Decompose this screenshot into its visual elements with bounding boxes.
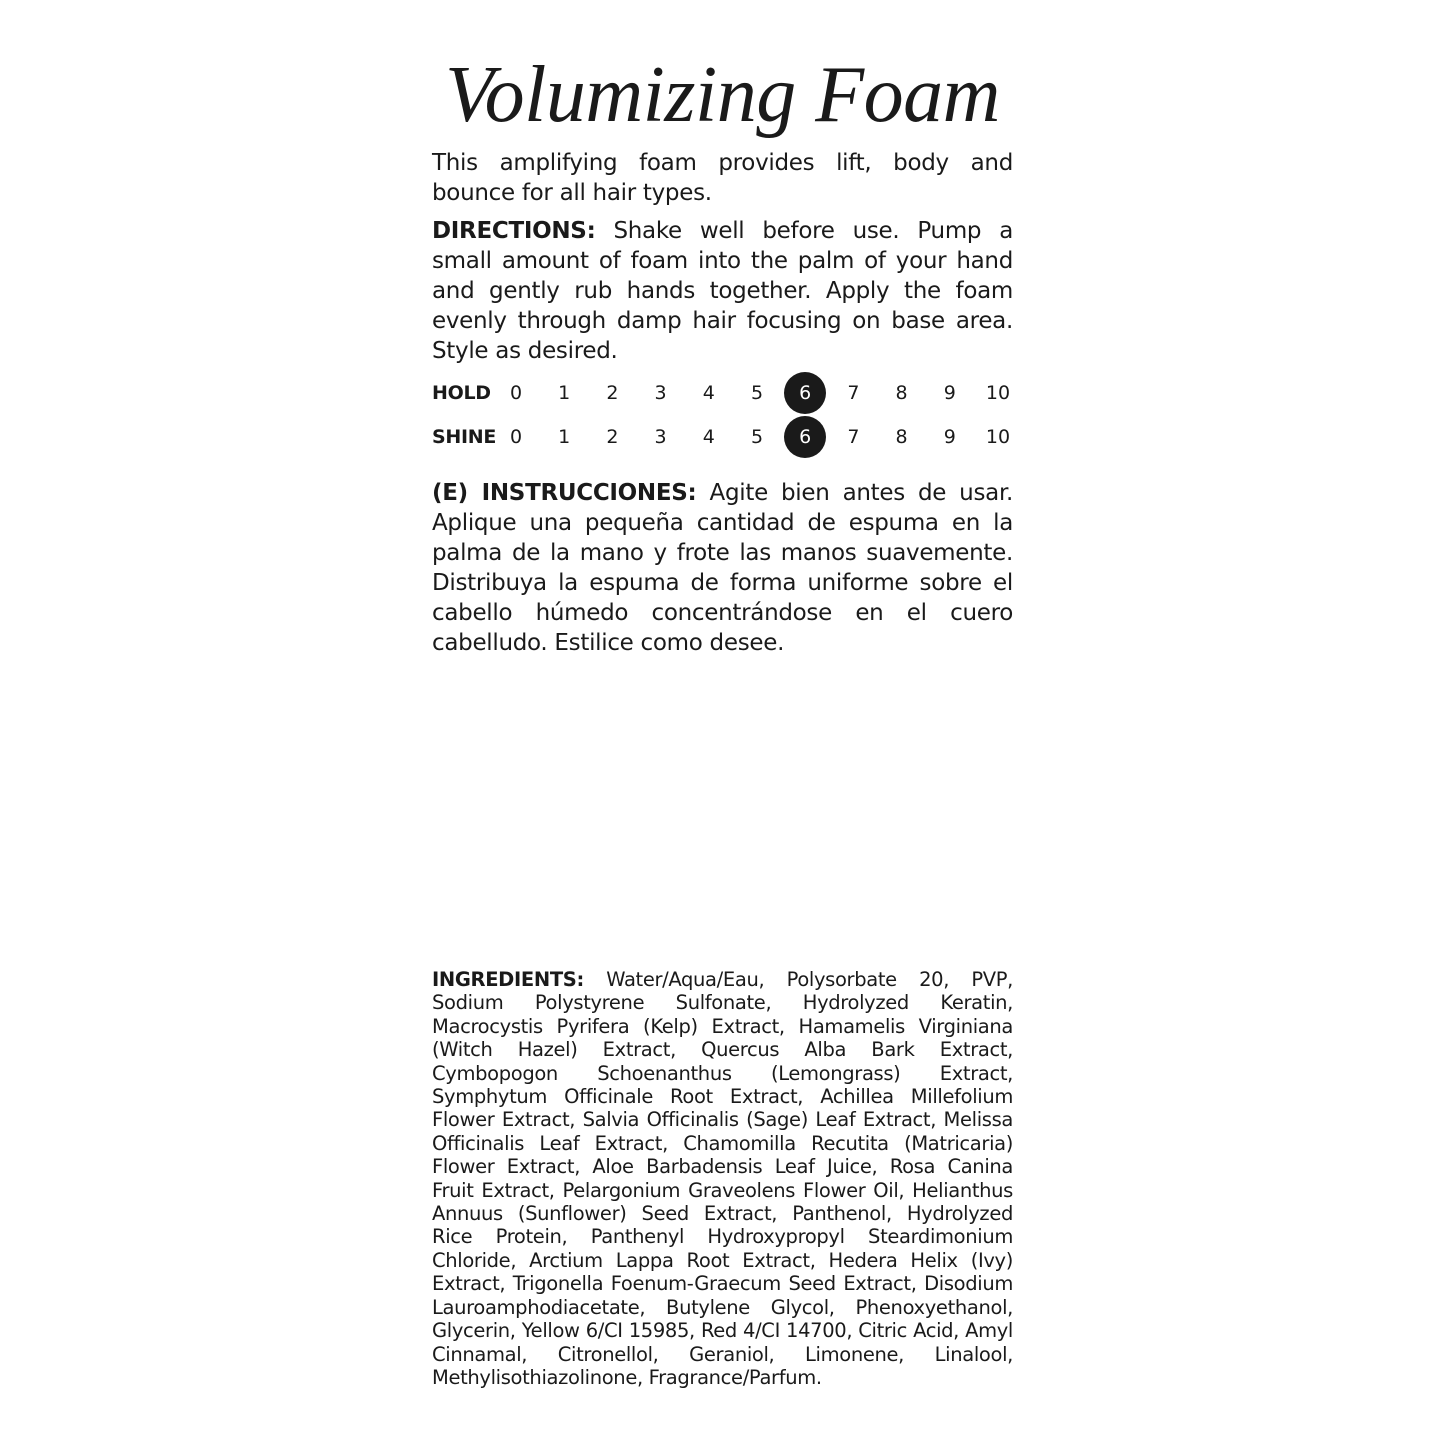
spanish-instructions-heading: (E) INSTRUCCIONES: (432, 480, 697, 506)
hold-scale-value: 0 (509, 382, 523, 404)
shine-scale-value: 3 (654, 426, 667, 448)
hold-scale-value: 10 (985, 382, 1011, 404)
shine-scale-value: 10 (985, 426, 1011, 448)
shine-label: SHINE (432, 426, 497, 448)
shine-scale-value: 5 (750, 426, 764, 448)
shine-rating-scale (432, 415, 1016, 459)
hold-scale-value: 4 (702, 382, 715, 404)
hold-scale-value: 2 (606, 382, 619, 404)
hold-rating-scale (432, 371, 1016, 415)
ingredients-text: Water/Aqua/Eau, Polysorbate 20, PVP, Sodium Polystyrene Sulfonate, Hydrolyzed Keratin, Macrocystis Pyrifera (Kelp) Extract, Hamamelis Virginiana (Witch Hazel) Extract, Quercus Alba Bark Extract, Cymbopogon Schoenanthus (Lemongrass) Extract, Symphytum Officinale Root Extract, Achillea Millefolium Flower Extract, Salvia Officinalis (Sage) Leaf Extract, Melissa Officinalis Leaf Extract, Chamomilla Recutita (Matricaria) Flower Extract, Aloe Barbadensis Leaf Juice, Rosa Canina Fruit Extract, Pelargonium Graveolens Flower Oil, Helianthus Annuus (Sunflower) Seed Extract, Panthenol, Hydrolyzed Rice Protein, Panthenyl Hydroxypropyl Steardimonium Chloride, Arctium Lappa Root Extract, Hedera Helix (Ivy) Extract, Trigonella Foenum-Graecum Seed Extract, Disodium Lauroamphodiacetate, Butylene Glycol, Phenoxyethanol, Glycerin, Yellow 6/CI 15985, Red 4/CI 14700, Citric Acid, Amyl Cinnamal, Citronellol, Geraniol, Limonene, Linalool, Methylisothiazolinone, Fragrance/Parfum. (432, 968, 1013, 1389)
shine-scale-value: 4 (702, 426, 715, 448)
shine-scale-value: 2 (606, 426, 619, 448)
hold-scale-value: 1 (558, 382, 571, 404)
hold-scale-value-selected: 6 (784, 371, 826, 415)
shine-scale-value: 1 (558, 426, 571, 448)
directions-section (432, 216, 1013, 366)
hold-scale-value: 3 (654, 382, 667, 404)
hold-scale-value: 8 (895, 382, 908, 404)
ingredients-section (432, 968, 1013, 1389)
shine-scale-value-selected: 6 (784, 415, 826, 459)
hold-scale-value: 5 (750, 382, 764, 404)
hold-scale-value: 9 (943, 382, 956, 404)
product-description: This amplifying foam provides lift, body and bounce for all hair types. (432, 150, 1013, 206)
directions-heading: DIRECTIONS: (432, 218, 596, 244)
shine-scale-value: 7 (847, 426, 860, 448)
directions-text: Shake well before use. Pump a small amount of foam into the palm of your hand and gently rub hands together. Apply the foam evenly through damp hair focusing on base area. Style as desired. (432, 218, 1013, 364)
hold-scale-value: 7 (847, 382, 860, 404)
shine-scale-value: 8 (895, 426, 908, 448)
spanish-instructions-text: Agite bien antes de usar. Aplique una pequeña cantidad de espuma en la palma de la mano y frote las manos suavemente. Distribuya la espuma de forma uniforme sobre el cabello húmedo concentrándose en el cuero cabelludo. Estilice como desee. (432, 480, 1013, 656)
shine-scale-value: 9 (943, 426, 956, 448)
shine-scale-value: 0 (509, 426, 523, 448)
ingredients-heading: INGREDIENTS: (432, 968, 584, 991)
product-title: Volumizing Foam (445, 51, 1000, 139)
hold-label: HOLD (432, 382, 491, 404)
spanish-instructions-section (432, 478, 1013, 658)
